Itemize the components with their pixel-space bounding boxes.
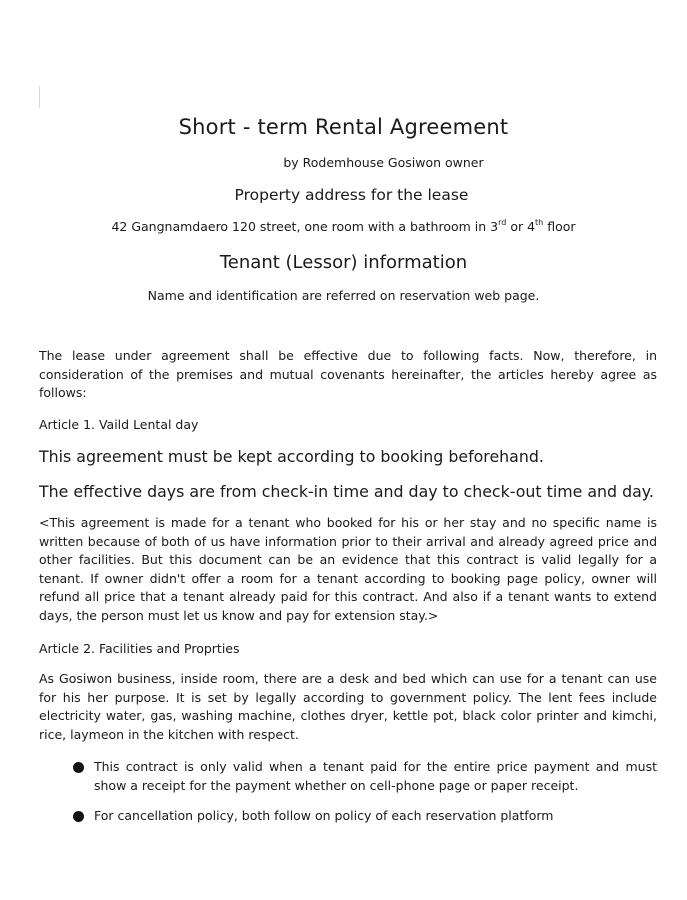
article1-line2: The effective days are from check-in time and day to check-out time and day. bbox=[39, 482, 654, 501]
margin-mark bbox=[39, 86, 40, 108]
article2-body: As Gosiwon business, inside room, there are a desk and bed which can use for a tenant can use for his her purpose. It is set by legally according to government policy. The lent fees include electricity water, gas, washing machine, clothes dryer, kettle pot, black color printer and kimchi, rice, laymeon in the kitchen with respect. bbox=[39, 671, 657, 742]
tenant-note: Name and identification are referred on reservation web page. bbox=[147, 288, 540, 303]
bullet-icon bbox=[73, 811, 84, 822]
document-title: Short - term Rental Agreement bbox=[178, 115, 509, 139]
property-address bbox=[0, 219, 687, 234]
address-sup-rd: rd bbox=[498, 218, 507, 227]
bullet-item-cancellation: For cancellation policy, both follow on policy of each reservation platform bbox=[94, 808, 554, 823]
article2-heading: Article 2. Facilities and Proprties bbox=[39, 641, 240, 656]
intro-paragraph: The lease under agreement shall be effective due to following facts. Now, therefore, in consideration of the premises and mutual covenants hereinafter, the articles hereby agree as follows: bbox=[39, 348, 657, 401]
bullet-item-payment: This contract is only valid when a tenant paid for the entire price payment and must show a receipt for the payment whether on cell-phone page or paper receipt. bbox=[94, 759, 657, 793]
address-suffix: floor bbox=[543, 219, 576, 234]
document-byline: by Rodemhouse Gosiwon owner bbox=[283, 155, 484, 170]
article1-heading: Article 1. Vaild Lental day bbox=[39, 417, 199, 432]
tenant-heading: Tenant (Lessor) information bbox=[219, 252, 468, 273]
address-prefix: 42 Gangnamdaero 120 street, one room with a bathroom in 3 bbox=[111, 219, 499, 234]
article1-note: <This agreement is made for a tenant who booked for his or her stay and no specific name is written because of both of us have information prior to their arrival and already agreed price and other facilities. But this document can be an evidence that this contract is valid legally for a tenant. If owner didn't offer a room for a tenant according to booking page policy, owner will refund all price that a tenant already paid for this contract. And also if a tenant wants to extend days, the person must let us know and pay for extension stay.> bbox=[39, 515, 657, 623]
article1-line1: This agreement must be kept according to booking beforehand. bbox=[39, 447, 544, 466]
address-sup-th: th bbox=[535, 218, 544, 227]
address-mid: or 4 bbox=[506, 219, 536, 234]
bullet-icon bbox=[73, 762, 84, 773]
property-heading: Property address for the lease bbox=[234, 186, 469, 204]
